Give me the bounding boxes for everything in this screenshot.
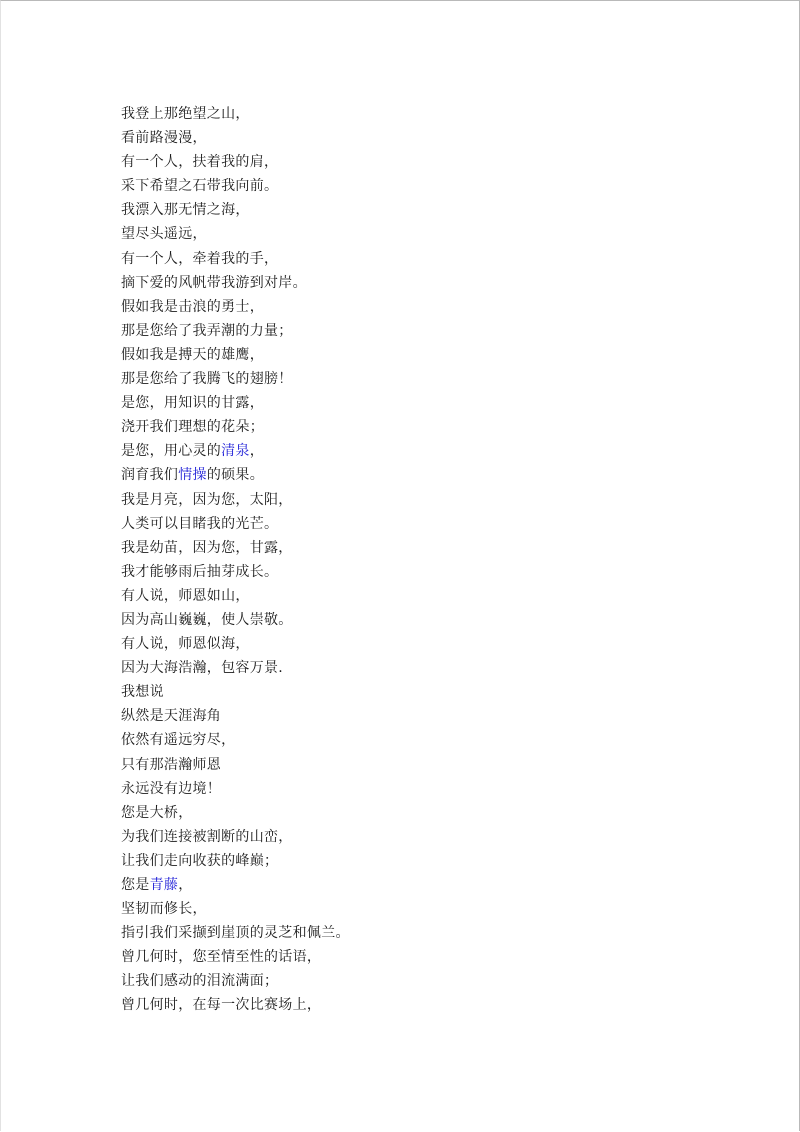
poem-line: 那是您给了我弄潮的力量； (121, 322, 293, 339)
poem-line-text: 的硕果。 (206, 467, 265, 484)
poem-line: 您是大桥， (121, 804, 193, 821)
poem-line-text: 您是 (121, 877, 150, 893)
poem-line: 让我们感动的泪流满面； (121, 973, 279, 990)
poem-line: 曾几何时，在每一次比赛场上， (121, 997, 322, 1014)
poem-line: 浇开我们理想的花朵； (121, 419, 264, 436)
poem-line: 采下希望之石带我向前。 (121, 178, 279, 195)
poem-line: 我登上那绝望之山， (121, 106, 250, 122)
poem-line: 曾几何时，您至情至性的话语， (121, 949, 322, 966)
poem-line (121, 873, 350, 897)
poem-line: 因为高山巍巍，使人崇敬。 (121, 611, 293, 628)
poem-line-text: ， (178, 877, 193, 893)
poem-line: 是您，用知识的甘露， (121, 395, 264, 412)
poem-line: 假如我是搏天的雄鹰， (121, 346, 264, 363)
poem-line (121, 439, 350, 463)
poem-line: 假如我是击浪的勇士， (121, 298, 264, 315)
poem-body (121, 102, 350, 1018)
poem-line: 有一个人，扶着我的肩， (121, 154, 279, 171)
poem-line: 我漂入那无情之海， (121, 202, 250, 219)
poem-line-text: ， (249, 443, 265, 460)
poem-line: 我是幼苗，因为您，甘露， (121, 539, 293, 556)
poem-line: 有人说，师恩如山， (121, 587, 250, 604)
poem-line: 看前路漫漫， (121, 130, 207, 147)
poem-line: 指引我们采撷到崖顶的灵芝和佩兰。 (121, 925, 350, 942)
poem-line: 我想说 (121, 684, 164, 701)
poem-line: 纵然是天涯海角 (121, 708, 222, 725)
poem-line-text: 润育我们 (121, 467, 179, 484)
poem-line: 坚韧而修长， (121, 901, 207, 918)
poem-line: 因为大海浩瀚，包容万景. (121, 660, 284, 677)
poem-line (121, 463, 350, 487)
poem-line: 永远没有边境！ (121, 780, 222, 797)
keyword-link[interactable]: 情操 (178, 467, 207, 484)
poem-line: 为我们连接被割断的山峦， (121, 828, 293, 845)
poem-line: 有一个人，牵着我的手， (121, 250, 279, 267)
poem-line: 只有那浩瀚师恩 (121, 756, 222, 773)
poem-line: 我才能够雨后抽芽成长。 (121, 563, 279, 580)
keyword-link[interactable]: 青藤 (149, 877, 179, 893)
poem-line: 摘下爱的风帆带我游到对岸。 (121, 274, 307, 291)
poem-line: 我是月亮，因为您，太阳， (121, 491, 293, 508)
keyword-link[interactable]: 清泉 (221, 443, 250, 460)
poem-line: 望尽头遥远， (121, 226, 207, 243)
poem-line-text: 是您，用心灵的 (121, 443, 222, 460)
poem-line: 依然有遥远穷尽， (121, 732, 236, 749)
poem-line: 有人说，师恩似海， (121, 636, 250, 653)
poem-line: 让我们走向收获的峰巅； (121, 852, 279, 869)
poem-line: 那是您给了我腾飞的翅膀！ (121, 371, 293, 388)
poem-line: 人类可以目睹我的光芒。 (121, 515, 279, 532)
